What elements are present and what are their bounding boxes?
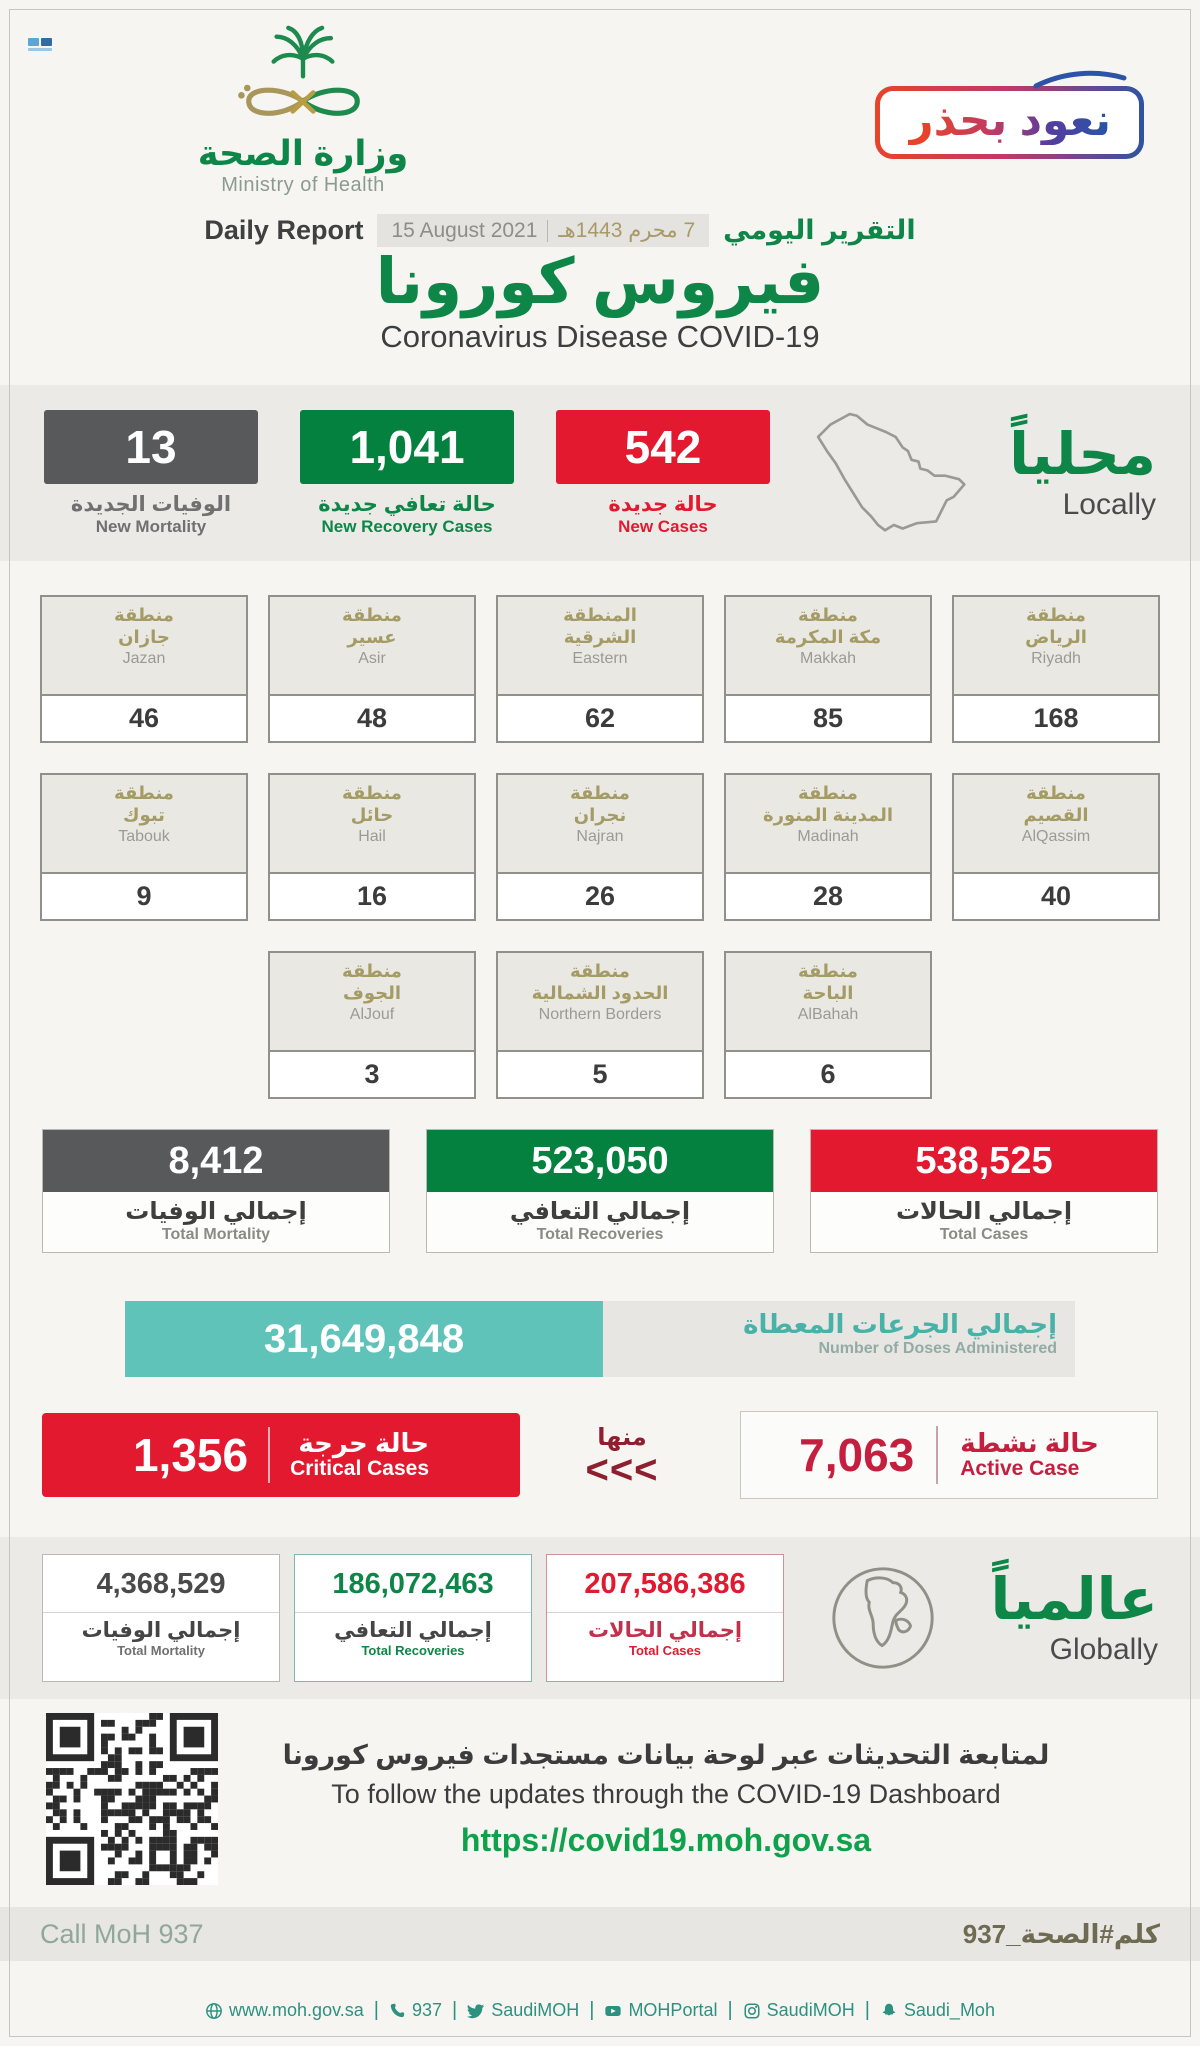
footer-youtube[interactable]: MOHPortal <box>604 2000 717 2021</box>
twitter-icon <box>467 2002 485 2020</box>
return-with-caution-badge <box>875 86 1144 159</box>
doses-label-en: Number of Doses Administered <box>818 1340 1057 1358</box>
page-title-english: Coronavirus Disease COVID-19 <box>380 319 820 355</box>
new-mortality-label-ar: الوفيات الجديدة <box>70 492 232 516</box>
global-mortality-box: 4,368,529 إجمالي الوفيات Total Mortality <box>42 1554 280 1682</box>
of-which-connector: منها <<< <box>562 1423 682 1488</box>
globally-section <box>0 1537 1200 1699</box>
globally-label-ar: عالمياً <box>990 1566 1158 1632</box>
new-mortality-label-en: New Mortality <box>95 516 207 536</box>
new-cases-label-en: New Cases <box>618 516 708 536</box>
region-case-count: 26 <box>584 881 616 912</box>
region-case-count: 5 <box>592 1059 608 1090</box>
saudi-arabia-map-icon <box>804 398 989 548</box>
footer-website[interactable]: www.moh.gov.sa <box>205 2000 364 2021</box>
new-cases-value: 542 <box>556 410 770 484</box>
contact-bar <box>0 1907 1200 1961</box>
badge-swoosh-icon <box>1030 70 1130 90</box>
region-card-makkah: منطقة مكة المكرمة Makkah 85 <box>724 595 932 743</box>
global-cases-value: 207,586,386 <box>547 1555 783 1613</box>
youtube-icon <box>604 2002 622 2020</box>
ministry-name-arabic: وزارة الصحة <box>197 134 409 173</box>
region-case-count: 48 <box>356 703 388 734</box>
new-recoveries-value: 1,041 <box>300 410 514 484</box>
critical-cases-box: 1,356 حالة حرجة Critical Cases <box>42 1413 520 1497</box>
new-recoveries-stat <box>300 410 514 537</box>
region-case-count: 46 <box>128 703 160 734</box>
footer-separator: | <box>727 1999 733 2022</box>
gregorian-date: 15 August 2021 <box>391 218 538 242</box>
hashtag-label: كلم#الصحة_937 <box>962 1918 1160 1949</box>
globe-icon <box>824 1559 942 1677</box>
call-moh-label: Call MoH 937 <box>40 1918 204 1949</box>
region-card-albahah: منطقة الباحة AlBahah 6 <box>724 951 932 1099</box>
footer-snapchat[interactable]: Saudi_Moh <box>880 2000 995 2021</box>
regions-grid <box>0 595 1200 1099</box>
moh-palm-swords-logo <box>203 22 403 132</box>
region-case-count: 40 <box>1040 881 1072 912</box>
date-divider <box>547 220 548 242</box>
dashboard-line-ar: لمتابعة التحديثات عبر لوحة بيانات مستجدات فيروس كورونا <box>282 1739 1050 1770</box>
region-card-asir: منطقة عسير Asir 48 <box>268 595 476 743</box>
footer-separator: | <box>589 1999 595 2022</box>
region-card-alqassim: منطقة القصيم AlQassim 40 <box>952 773 1160 921</box>
region-card-northern-borders: منطقة الحدود الشمالية Northern Borders 5 <box>496 951 704 1099</box>
total-mortality-value: 8,412 <box>43 1130 389 1192</box>
doses-administered-bar <box>125 1301 1075 1377</box>
header <box>0 0 1200 212</box>
global-cases-box: 207,586,386 إجمالي الحالات Total Cases <box>546 1554 784 1682</box>
footer-separator: | <box>452 1999 458 2022</box>
total-mortality-box: 8,412 إجمالي الوفيات Total Mortality <box>42 1129 390 1253</box>
badge-text: نعود بحذر <box>908 96 1111 145</box>
locally-label-en: Locally <box>1062 487 1156 521</box>
region-card-tabouk: منطقة تبوك Tabouk 9 <box>40 773 248 921</box>
total-cases-value: 538,525 <box>811 1130 1157 1192</box>
daily-report-label-en: Daily Report <box>204 215 364 245</box>
local-totals-row <box>0 1129 1200 1253</box>
moh-logo-block <box>148 22 458 197</box>
region-case-count: 85 <box>812 703 844 734</box>
region-case-count: 16 <box>356 881 388 912</box>
new-cases-label-ar: حالة جديدة <box>608 492 718 516</box>
critical-cases-value: 1,356 <box>132 1429 249 1482</box>
new-cases-stat <box>556 410 770 537</box>
total-cases-box: 538,525 إجمالي الحالات Total Cases <box>810 1129 1158 1253</box>
regions-row-3 <box>0 951 1200 1099</box>
region-case-count: 3 <box>364 1059 380 1090</box>
new-recoveries-label-en: New Recovery Cases <box>321 516 493 536</box>
footer-twitter[interactable]: SaudiMOH <box>467 2000 579 2021</box>
new-mortality-value: 13 <box>44 410 258 484</box>
footer-instagram[interactable]: SaudiMOH <box>743 2000 855 2021</box>
locally-label-ar: محلياً <box>1009 421 1156 487</box>
qr-code <box>46 1713 218 1885</box>
critical-active-row <box>0 1411 1200 1499</box>
region-card-riyadh: منطقة الرياض Riyadh 168 <box>952 595 1160 743</box>
footer-social-bar <box>0 1999 1200 2022</box>
phone-icon <box>389 2002 406 2019</box>
region-case-count: 9 <box>136 881 152 912</box>
globally-section-label <box>990 1566 1158 1667</box>
region-case-count: 168 <box>1033 703 1079 734</box>
region-card-najran: منطقة نجران Najran 26 <box>496 773 704 921</box>
daily-report-label-ar: التقرير اليومي <box>723 215 916 245</box>
dashboard-line-en: To follow the updates through the COVID-19 Dashboard <box>331 1778 1001 1809</box>
instagram-icon <box>743 2002 761 2020</box>
left-chevrons-icon: <<< <box>585 1447 659 1492</box>
total-recoveries-value: 523,050 <box>427 1130 773 1192</box>
new-recoveries-label-ar: حالة تعافي جديدة <box>318 492 496 516</box>
region-card-aljouf: منطقة الجوف AlJouf 3 <box>268 951 476 1099</box>
globally-label-en: Globally <box>1049 1632 1158 1666</box>
footer-separator: | <box>864 1999 870 2022</box>
hijri-date: 7 محرم 1443هـ <box>558 219 696 242</box>
region-card-hail: منطقة حائل Hail 16 <box>268 773 476 921</box>
footer-separator: | <box>373 1999 379 2022</box>
locally-section-label <box>1009 421 1156 522</box>
active-cases-box: 7,063 حالة نشطة Active Case <box>740 1411 1158 1499</box>
snapchat-icon <box>880 2002 898 2020</box>
global-recoveries-value: 186,072,463 <box>295 1555 531 1613</box>
doses-value: 31,649,848 <box>125 1301 603 1377</box>
ministry-name-english: Ministry of Health <box>221 174 385 196</box>
report-date-line <box>0 214 1160 247</box>
footer-phone[interactable]: 937 <box>389 2000 442 2021</box>
new-mortality-stat <box>44 410 258 537</box>
globe-icon <box>205 2002 223 2020</box>
regions-row-2 <box>0 773 1200 921</box>
region-card-madinah: منطقة المدينة المنورة Madinah 28 <box>724 773 932 921</box>
region-card-eastern: المنطقة الشرقية Eastern 62 <box>496 595 704 743</box>
active-cases-value: 7,063 <box>799 1429 915 1482</box>
region-case-count: 28 <box>812 881 844 912</box>
report-date-chip <box>377 214 709 247</box>
dashboard-url-link[interactable]: https://covid19.moh.gov.sa <box>460 1821 872 1858</box>
locally-section <box>0 385 1200 561</box>
region-card-jazan: منطقة جازان Jazan 46 <box>40 595 248 743</box>
doses-label-ar: إجمالي الجرعات المعطاة <box>743 1309 1057 1340</box>
region-case-count: 6 <box>820 1059 836 1090</box>
regions-row-1 <box>0 595 1200 743</box>
region-case-count: 62 <box>584 703 616 734</box>
global-mortality-value: 4,368,529 <box>43 1555 279 1613</box>
page-title-arabic: فيروس كورونا <box>375 247 825 317</box>
spa-watermark-icon <box>28 36 54 56</box>
global-recoveries-box: 186,072,463 إجمالي التعافي Total Recoveries <box>294 1554 532 1682</box>
dashboard-section <box>0 1713 1200 1885</box>
total-recoveries-box: 523,050 إجمالي التعافي Total Recoveries <box>426 1129 774 1253</box>
